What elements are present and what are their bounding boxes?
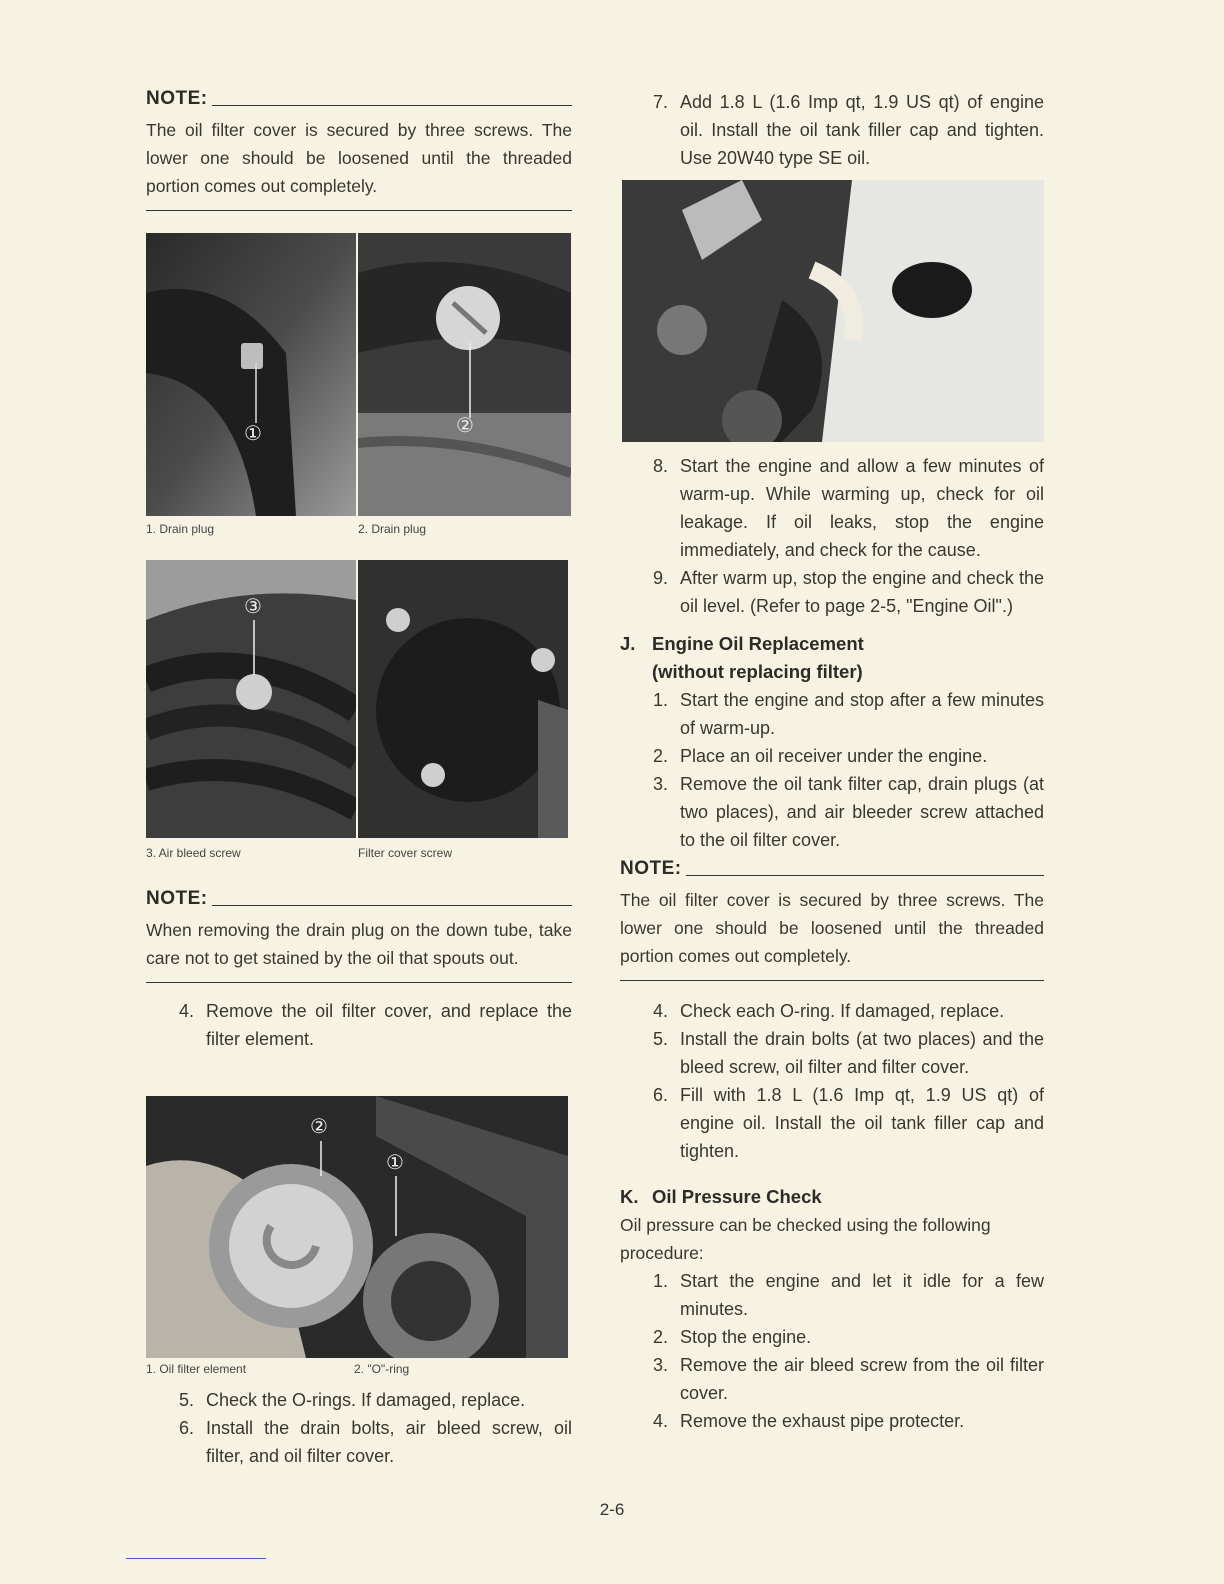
step-item bbox=[620, 1081, 1044, 1165]
step-item bbox=[620, 88, 1044, 172]
step-number: 5. bbox=[178, 1390, 194, 1410]
step-text: Remove the air bleed screw from the oil filter cover. bbox=[680, 1355, 1044, 1403]
step-number: 4. bbox=[652, 1411, 668, 1431]
section-letter: K. bbox=[620, 1186, 639, 1207]
step-item bbox=[620, 742, 1044, 770]
step-number: 8. bbox=[652, 456, 668, 476]
step-item bbox=[620, 770, 1044, 854]
callout-1: ① bbox=[244, 423, 262, 445]
section-title: Engine Oil Replacement (without replacing filter) bbox=[652, 633, 864, 682]
step-text: Start the engine and stop after a few minutes of warm-up. bbox=[680, 690, 1044, 738]
note-block-1 bbox=[146, 88, 572, 211]
step-text: Start the engine and let it idle for a few minutes. bbox=[680, 1271, 1044, 1319]
step-number: 6. bbox=[178, 1418, 194, 1438]
step-text: Install the drain bolts (at two places) and the bleed screw, oil filter and filter cover. bbox=[680, 1029, 1044, 1077]
section-intro: Oil pressure can be checked using the following procedure: bbox=[620, 1215, 991, 1263]
note-rule bbox=[212, 905, 572, 906]
step-item bbox=[620, 564, 1044, 620]
page-number: 2-6 bbox=[599, 1500, 625, 1519]
step-text: Add 1.8 L (1.6 Imp qt, 1.9 US qt) of engine oil. Install the oil tank filler cap and tighten. Use 20W40 type SE oil. bbox=[680, 92, 1044, 168]
note-end-rule bbox=[620, 980, 1044, 981]
section-letter: J. bbox=[620, 633, 636, 654]
step-item bbox=[146, 997, 572, 1053]
note-end-rule bbox=[146, 210, 572, 211]
photo-air-bleed-screw bbox=[146, 560, 356, 838]
photo-drain-plug-2 bbox=[358, 233, 571, 516]
step-text: Install the drain bolts, air bleed screw, oil filter, and oil filter cover. bbox=[206, 1418, 572, 1466]
caption-drain-plug-1: 1. Drain plug bbox=[146, 522, 215, 536]
note-heading: NOTE: bbox=[146, 888, 208, 909]
footer-rule bbox=[126, 1558, 266, 1559]
right-column bbox=[620, 88, 1044, 172]
step-number: 6. bbox=[652, 1085, 668, 1105]
photo-filter-cover-screw bbox=[358, 560, 568, 838]
photo-drain-plug-1 bbox=[146, 233, 356, 516]
section-k bbox=[620, 1183, 1044, 1435]
steps-4-6 bbox=[620, 997, 1044, 1165]
step-text: Remove the oil tank filter cap, drain plugs (at two places), and air bleeder screw attached to the oil filter cover. bbox=[680, 774, 1044, 850]
caption-drain-plug-2: 2. Drain plug bbox=[358, 522, 427, 536]
note-rule bbox=[212, 105, 572, 106]
step-item bbox=[146, 1414, 572, 1470]
step-text: Check the O-rings. If damaged, replace. bbox=[206, 1390, 526, 1410]
step-text: Place an oil receiver under the engine. bbox=[680, 746, 988, 766]
step-number: 1. bbox=[652, 1271, 668, 1291]
step-item bbox=[620, 1323, 1044, 1351]
step-number: 2. bbox=[652, 1327, 668, 1347]
step-number: 3. bbox=[652, 1355, 668, 1375]
step-number: 4. bbox=[178, 1001, 194, 1021]
callout-1: ① bbox=[386, 1152, 404, 1174]
section-title: Oil Pressure Check bbox=[652, 1186, 822, 1207]
step-text: Remove the exhaust pipe protecter. bbox=[680, 1411, 965, 1431]
step-text: Check each O-ring. If damaged, replace. bbox=[680, 1001, 1005, 1021]
callout-2: ② bbox=[310, 1116, 328, 1138]
step-number: 3. bbox=[652, 774, 668, 794]
note-end-rule bbox=[146, 982, 572, 983]
photo-oil-filter-element bbox=[146, 1096, 568, 1358]
step-number: 5. bbox=[652, 1029, 668, 1049]
step-item bbox=[620, 686, 1044, 742]
step-item bbox=[620, 1025, 1044, 1081]
note-heading: NOTE: bbox=[620, 858, 682, 879]
step-item bbox=[620, 997, 1044, 1025]
left-column bbox=[146, 88, 572, 211]
step-number: 2. bbox=[652, 746, 668, 766]
steps-5-6 bbox=[146, 1386, 572, 1470]
step-text: Start the engine and allow a few minutes of warm-up. While warming up, check for oil leakage. If oil leaks, stop the engine immediately, and check for the cause. bbox=[680, 456, 1044, 560]
step-item bbox=[146, 1386, 572, 1414]
step-text: Fill with 1.8 L (1.6 Imp qt, 1.9 US qt) of engine oil. Install the oil tank filler cap and tighten. bbox=[680, 1085, 1044, 1161]
step-number: 1. bbox=[652, 690, 668, 710]
step-text: Remove the oil filter cover, and replace the filter element. bbox=[206, 1001, 572, 1049]
step-item bbox=[620, 1351, 1044, 1407]
caption-oil-filter-element: 1. Oil filter element bbox=[146, 1362, 247, 1376]
note-text: When removing the drain plug on the down tube, take care not to get stained by the oil that spouts out. bbox=[146, 920, 572, 968]
caption-filter-cover-screw: Filter cover screw bbox=[358, 846, 453, 860]
note-block-2 bbox=[146, 888, 572, 1053]
step-text: After warm up, stop the engine and check the oil level. (Refer to page 2-5, "Engine Oil".) bbox=[680, 568, 1044, 616]
steps-8-9 bbox=[620, 452, 1044, 1435]
note-block-3 bbox=[620, 858, 1044, 981]
note-heading: NOTE: bbox=[146, 88, 208, 109]
section-j bbox=[620, 630, 1044, 854]
step-text: Stop the engine. bbox=[680, 1327, 812, 1347]
step-number: 4. bbox=[652, 1001, 668, 1021]
step-item bbox=[620, 1267, 1044, 1323]
step-number: 9. bbox=[652, 568, 668, 588]
photo-oil-tank-filler bbox=[622, 180, 1044, 442]
callout-2: ② bbox=[456, 415, 474, 437]
caption-air-bleed-screw: 3. Air bleed screw bbox=[146, 846, 241, 860]
note-rule bbox=[686, 875, 1044, 876]
step-item bbox=[620, 452, 1044, 564]
note-text: The oil filter cover is secured by three screws. The lower one should be loosened until the threaded portion comes out completely. bbox=[146, 120, 572, 196]
callout-3: ③ bbox=[244, 596, 262, 618]
note-text: The oil filter cover is secured by three screws. The lower one should be loosened until the threaded portion comes out completely. bbox=[620, 890, 1044, 966]
caption-o-ring: 2. "O"-ring bbox=[354, 1362, 410, 1376]
step-number: 7. bbox=[652, 92, 668, 112]
step-item bbox=[620, 1407, 1044, 1435]
